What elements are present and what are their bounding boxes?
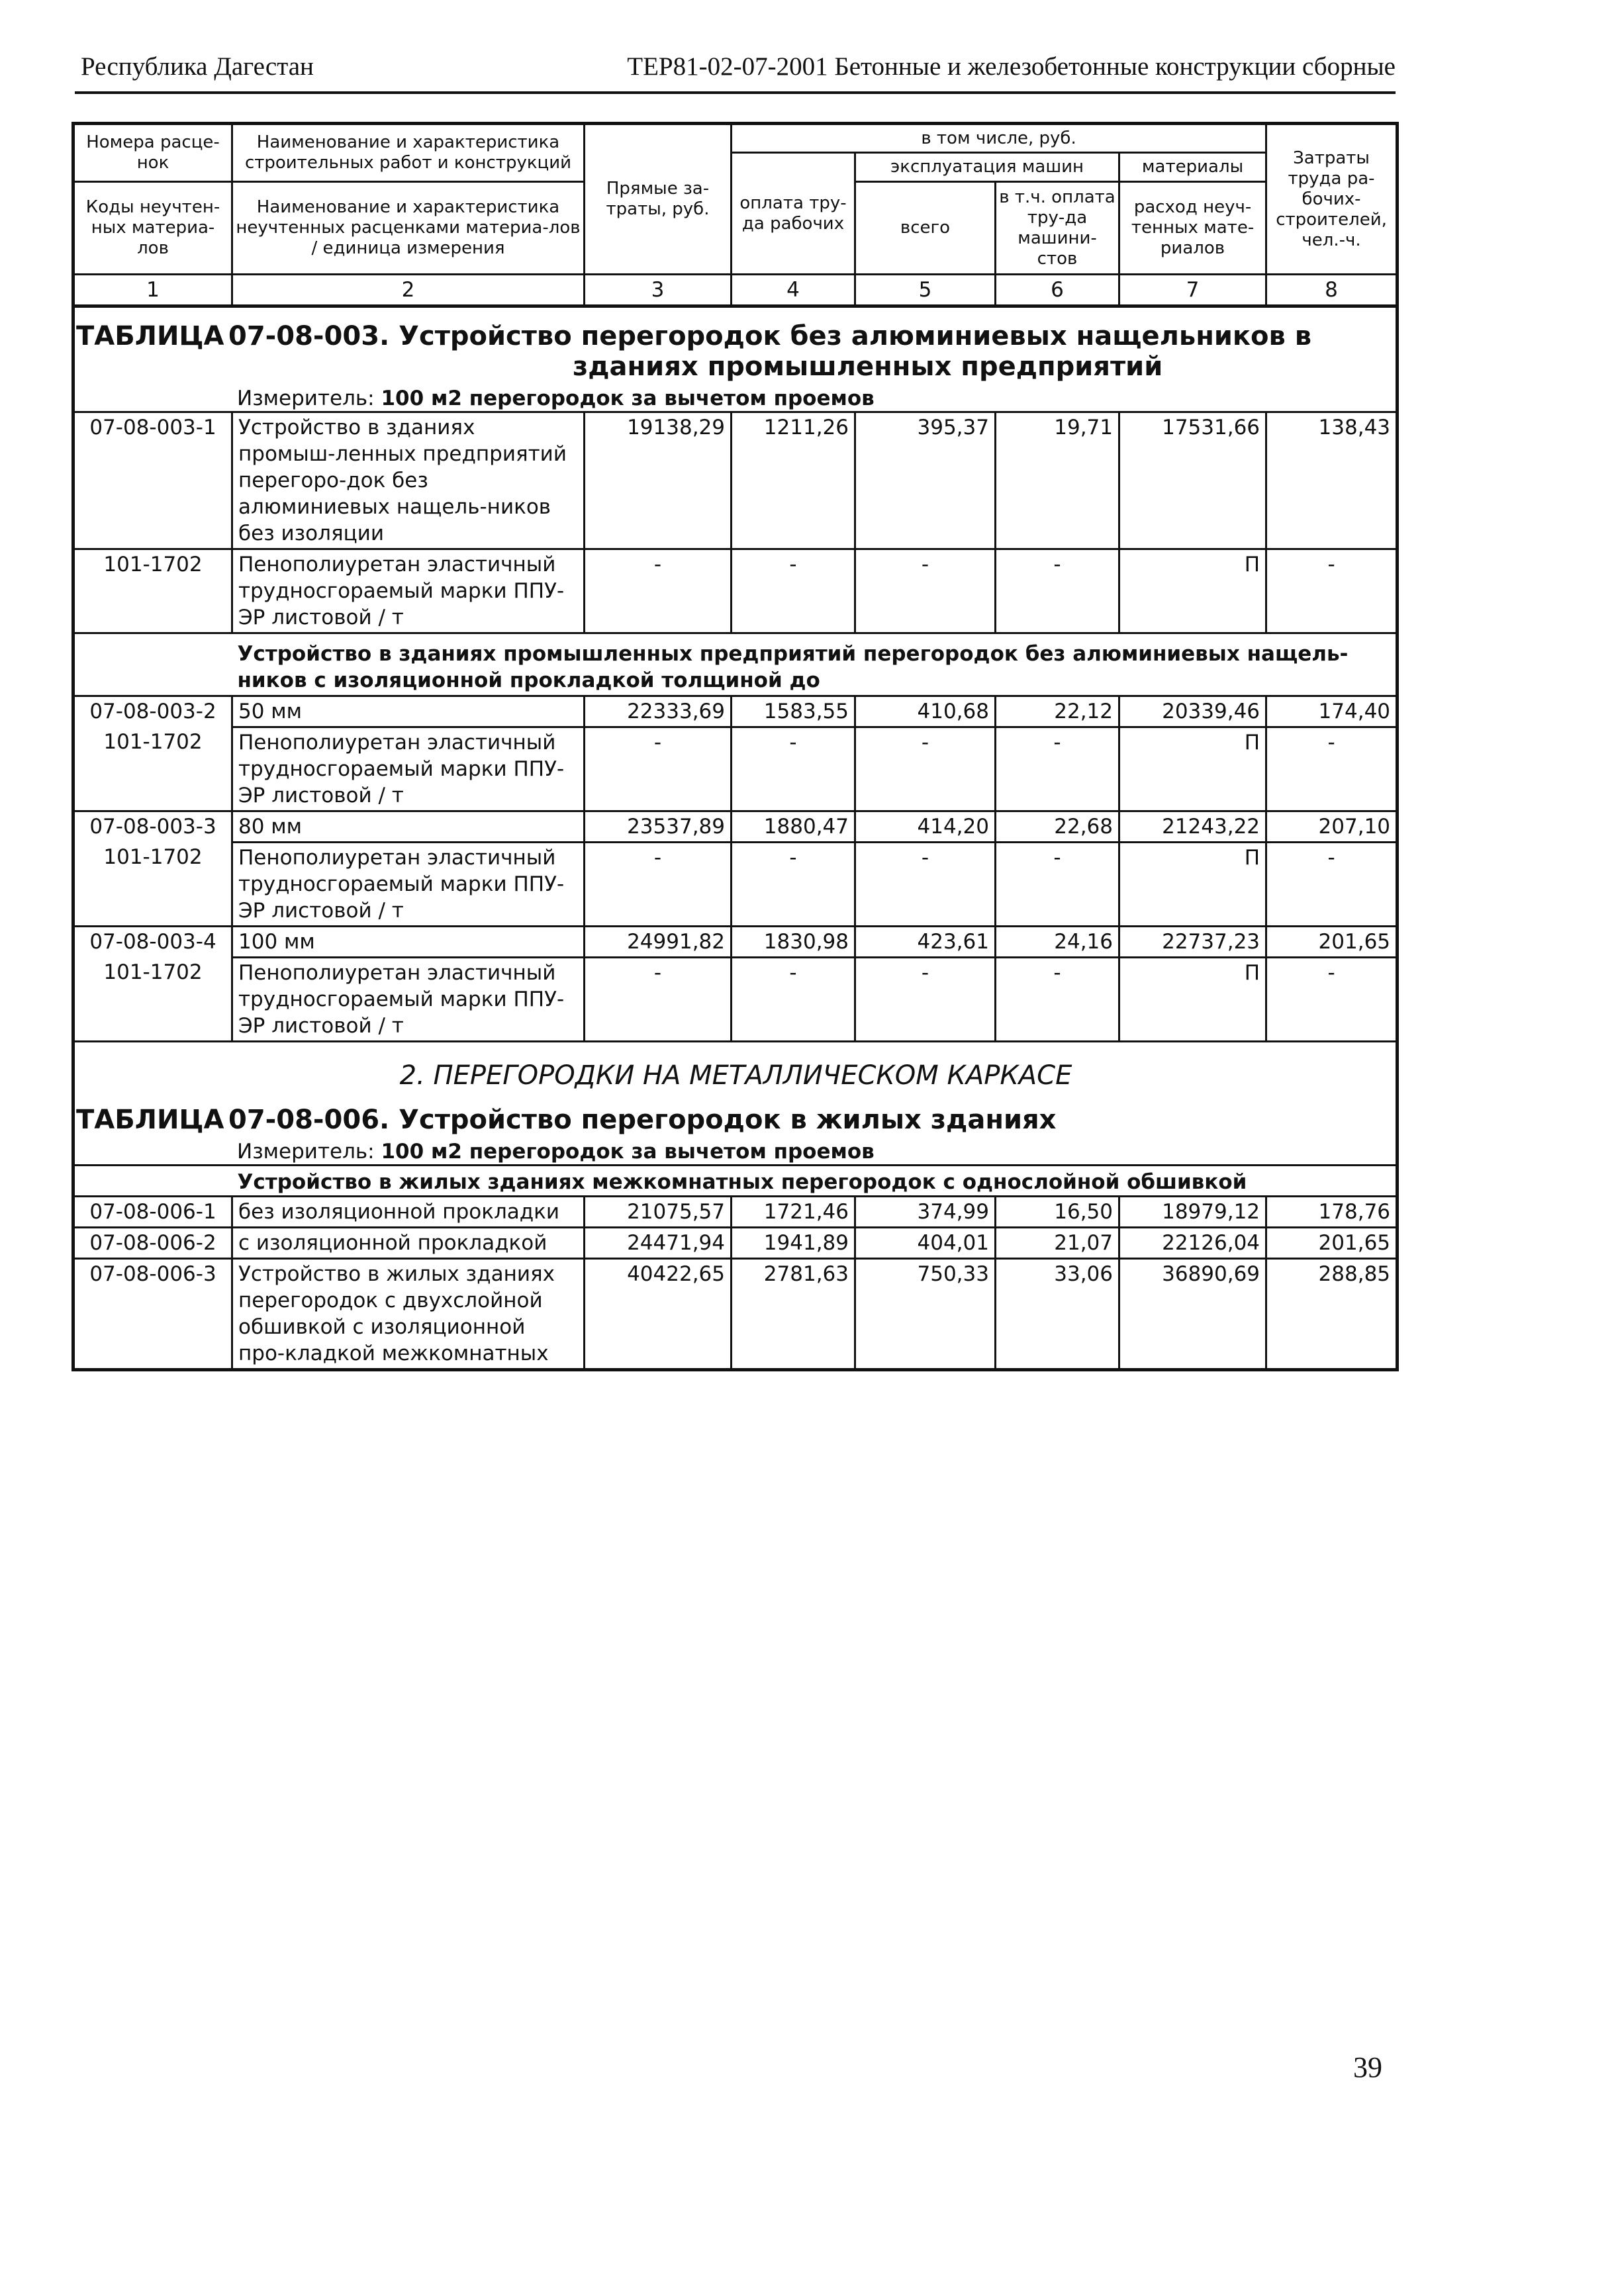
- materials: 17531,66: [1119, 412, 1266, 549]
- col-number: 3: [585, 275, 732, 306]
- labor-costs: -: [1266, 958, 1398, 1042]
- col-number: 6: [996, 275, 1119, 306]
- col-header-direct-costs: Прямые за-траты, руб.: [585, 124, 732, 275]
- material-name: Пенополиуретан эластичный трудносгораемый марки ППУ-ЭР листовой / т: [232, 549, 585, 633]
- labor-costs: -: [1266, 727, 1398, 811]
- machinist-pay: 22,12: [996, 696, 1119, 727]
- subsection-heading: Устройство в жилых зданиях межкомнатных перегородок с однослойной обшивкой: [232, 1166, 1398, 1197]
- table-label: ТАБЛИЦА: [76, 1105, 224, 1135]
- table-title-continued: зданиях промышленных предприятий: [573, 351, 1163, 382]
- rate-code: 07-08-003-3: [73, 811, 232, 843]
- direct-costs: -: [585, 843, 732, 927]
- col-header-labor-costs: Затраты труда ра-бочих-строителей, чел.-ч.: [1266, 124, 1398, 275]
- col-number: 7: [1119, 275, 1266, 306]
- table-title-block: [73, 306, 1398, 412]
- table-row: [73, 958, 1398, 1042]
- materials: П: [1119, 727, 1266, 811]
- materials: П: [1119, 549, 1266, 633]
- table-title: 07-08-006. Устройство перегородок в жилых зданиях: [228, 1105, 1057, 1135]
- col-header-material-codes: Коды неучтен-ных материа-лов: [73, 182, 232, 275]
- header-rule: [75, 91, 1396, 94]
- col-header-materials: материалы: [1119, 153, 1266, 182]
- materials: 22737,23: [1119, 927, 1266, 958]
- machines-total: 410,68: [855, 696, 996, 727]
- price-table: [71, 122, 1399, 1371]
- col-header-machines: эксплуатация машин: [855, 153, 1119, 182]
- labor-costs: 138,43: [1266, 412, 1398, 549]
- material-code: 101-1702: [73, 549, 232, 633]
- direct-costs: 19138,29: [585, 412, 732, 549]
- rate-code: 07-08-006-1: [73, 1197, 232, 1228]
- rate-code: 07-08-003-1: [73, 412, 232, 549]
- rate-code: 07-08-006-3: [73, 1259, 232, 1370]
- col-number: 2: [232, 275, 585, 306]
- subsection-heading: Устройство в зданиях промышленных предприятий перегородок без алюминиевых нащель-ников с изоляционной прокладкой толщиной до: [232, 633, 1398, 696]
- machines-total: 750,33: [855, 1259, 996, 1370]
- table-row: [73, 843, 1398, 927]
- worker-pay: -: [732, 958, 855, 1042]
- table-row: [73, 1259, 1398, 1370]
- worker-pay: 1880,47: [732, 811, 855, 843]
- machinist-pay: 21,07: [996, 1228, 1119, 1259]
- labor-costs: 201,65: [1266, 1228, 1398, 1259]
- machines-total: -: [855, 958, 996, 1042]
- machinist-pay: 24,16: [996, 927, 1119, 958]
- col-header-material-names: Наименование и характеристика неучтенных расценками материа-лов / единица измерения: [232, 182, 585, 275]
- machines-total: -: [855, 727, 996, 811]
- machinist-pay: -: [996, 843, 1119, 927]
- direct-costs: 23537,89: [585, 811, 732, 843]
- col-header-machinist-pay: в т.ч. оплата тру-да машини-стов: [996, 182, 1119, 275]
- col-number: 1: [73, 275, 232, 306]
- rate-code: 07-08-006-2: [73, 1228, 232, 1259]
- table-label: ТАБЛИЦА: [76, 321, 224, 351]
- worker-pay: 1941,89: [732, 1228, 855, 1259]
- labor-costs: 174,40: [1266, 696, 1398, 727]
- col-number: 8: [1266, 275, 1398, 306]
- machinist-pay: 19,71: [996, 412, 1119, 549]
- table-row: [73, 412, 1398, 549]
- worker-pay: -: [732, 549, 855, 633]
- labor-costs: 178,76: [1266, 1197, 1398, 1228]
- measure-value: 100 м2 перегородок за вычетом проемов: [381, 387, 875, 410]
- direct-costs: -: [585, 958, 732, 1042]
- page-number: 39: [1353, 2051, 1382, 2084]
- material-code: 101-1702: [73, 843, 232, 927]
- rate-code: 07-08-003-4: [73, 927, 232, 958]
- measure-label: Измеритель:: [237, 1140, 375, 1164]
- col-number: 5: [855, 275, 996, 306]
- col-header-machines-total: всего: [855, 182, 996, 275]
- table-row: [73, 811, 1398, 843]
- machinist-pay: 33,06: [996, 1259, 1119, 1370]
- table-row: [73, 696, 1398, 727]
- worker-pay: 1211,26: [732, 412, 855, 549]
- running-header-document: ТЕР81-02-07-2001 Бетонные и железобетонные конструкции сборные: [627, 52, 1396, 81]
- machinist-pay: -: [996, 727, 1119, 811]
- running-header-region: Республика Дагестан: [81, 52, 314, 81]
- worker-pay: -: [732, 843, 855, 927]
- rate-name: с изоляционной прокладкой: [232, 1228, 585, 1259]
- machines-total: 414,20: [855, 811, 996, 843]
- col-header-work-name: Наименование и характеристика строительных работ и конструкций: [232, 124, 585, 182]
- worker-pay: 1583,55: [732, 696, 855, 727]
- material-name: Пенополиуретан эластичный трудносгораемый марки ППУ-ЭР листовой / т: [232, 843, 585, 927]
- materials: 20339,46: [1119, 696, 1266, 727]
- col-header-rate-numbers: Номера расце-нок: [73, 124, 232, 182]
- measure-line: [76, 1139, 1396, 1164]
- materials: 21243,22: [1119, 811, 1266, 843]
- machines-total: -: [855, 843, 996, 927]
- labor-costs: 288,85: [1266, 1259, 1398, 1370]
- worker-pay: 2781,63: [732, 1259, 855, 1370]
- labor-costs: 201,65: [1266, 927, 1398, 958]
- material-code: 101-1702: [73, 958, 232, 1042]
- worker-pay: -: [732, 727, 855, 811]
- rate-name: Устройство в жилых зданиях перегородок с двухслойной обшивкой с изоляционной про-кладкой межкомнатных: [232, 1259, 585, 1370]
- labor-costs: -: [1266, 843, 1398, 927]
- machines-total: 423,61: [855, 927, 996, 958]
- material-code: 101-1702: [73, 727, 232, 811]
- machinist-pay: -: [996, 958, 1119, 1042]
- rate-code: 07-08-003-2: [73, 696, 232, 727]
- table-row: [73, 1197, 1398, 1228]
- rate-name: без изоляционной прокладки: [232, 1197, 585, 1228]
- material-name: Пенополиуретан эластичный трудносгораемый марки ППУ-ЭР листовой / т: [232, 958, 585, 1042]
- rate-name: 80 мм: [232, 811, 585, 843]
- machinist-pay: 16,50: [996, 1197, 1119, 1228]
- machines-total: 374,99: [855, 1197, 996, 1228]
- measure-line: [76, 386, 1396, 411]
- measure-value: 100 м2 перегородок за вычетом проемов: [381, 1140, 875, 1164]
- col-number: 4: [732, 275, 855, 306]
- col-header-unaccounted-materials: расход неуч-тенных мате-риалов: [1119, 182, 1266, 275]
- machines-total: -: [855, 549, 996, 633]
- machines-total: 404,01: [855, 1228, 996, 1259]
- table-row: [73, 927, 1398, 958]
- labor-costs: 207,10: [1266, 811, 1398, 843]
- rate-name: 100 мм: [232, 927, 585, 958]
- machinist-pay: -: [996, 549, 1119, 633]
- materials: 18979,12: [1119, 1197, 1266, 1228]
- direct-costs: -: [585, 549, 732, 633]
- material-name: Пенополиуретан эластичный трудносгораемый марки ППУ-ЭР листовой / т: [232, 727, 585, 811]
- materials: 22126,04: [1119, 1228, 1266, 1259]
- direct-costs: 22333,69: [585, 696, 732, 727]
- materials: 36890,69: [1119, 1259, 1266, 1370]
- rate-name: 50 мм: [232, 696, 585, 727]
- worker-pay: 1721,46: [732, 1197, 855, 1228]
- col-header-worker-pay: оплата тру-да рабочих: [732, 153, 855, 275]
- direct-costs: 24471,94: [585, 1228, 732, 1259]
- materials: П: [1119, 958, 1266, 1042]
- machines-total: 395,37: [855, 412, 996, 549]
- worker-pay: 1830,98: [732, 927, 855, 958]
- materials: П: [1119, 843, 1266, 927]
- table-row: [73, 549, 1398, 633]
- col-header-including: в том числе, руб.: [732, 124, 1266, 153]
- section-block: [73, 1042, 1398, 1166]
- table-row: [73, 1228, 1398, 1259]
- measure-label: Измеритель:: [237, 387, 375, 410]
- direct-costs: 21075,57: [585, 1197, 732, 1228]
- direct-costs: 24991,82: [585, 927, 732, 958]
- rate-name: Устройство в зданиях промыш-ленных предприятий перегоро-док без алюминиевых нащель-ников без изоляции: [232, 412, 585, 549]
- labor-costs: -: [1266, 549, 1398, 633]
- table-title: 07-08-003. Устройство перегородок без алюминиевых нащельников в: [228, 321, 1312, 351]
- section-heading: 2. ПЕРЕГОРОДКИ НА МЕТАЛЛИЧЕСКОМ КАРКАСЕ: [399, 1060, 1072, 1091]
- table-row: [73, 727, 1398, 811]
- machinist-pay: 22,68: [996, 811, 1119, 843]
- direct-costs: 40422,65: [585, 1259, 732, 1370]
- direct-costs: -: [585, 727, 732, 811]
